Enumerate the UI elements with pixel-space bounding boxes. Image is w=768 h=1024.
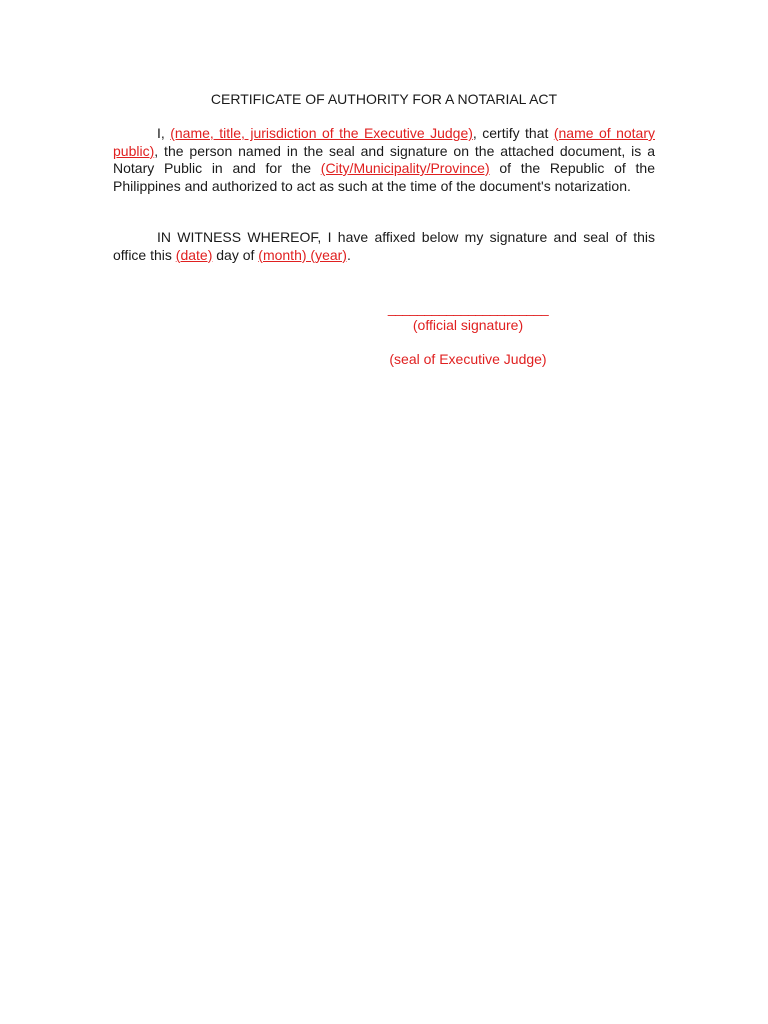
signature-line: ______________________ <box>387 300 549 316</box>
document-title: CERTIFICATE OF AUTHORITY FOR A NOTARIAL ACT <box>210 91 558 107</box>
placeholder-month-year: (month) (year) <box>258 246 347 263</box>
witness-paragraph <box>113 229 655 264</box>
placeholder-date: (date) <box>175 246 213 263</box>
placeholder-location: (City/Municipality/Province) <box>320 160 490 176</box>
signature-label: (official signature) <box>412 317 524 333</box>
signature-block <box>373 300 563 368</box>
text-segment: I, <box>157 125 171 141</box>
text-segment: of the Republic of the Philippines and authorized to act as such at the time of the document's notarization. <box>113 160 655 194</box>
seal-label: (seal of Executive Judge) <box>389 350 547 367</box>
text-segment: day of <box>212 246 259 263</box>
text-segment: , certify that <box>472 125 554 141</box>
text-segment: IN WITNESS WHEREOF, I have affixed below my signature and seal of this office this <box>113 229 655 263</box>
text-segment: , the person named in the seal and signature on the attached document, is a Notary Public in and for the <box>113 142 655 176</box>
text-segment: . <box>346 246 351 263</box>
placeholder-judge: (name, title, jurisdiction of the Executive Judge) <box>170 125 473 141</box>
certification-paragraph <box>113 125 655 195</box>
placeholder-notary: (name of notary public) <box>113 125 655 159</box>
